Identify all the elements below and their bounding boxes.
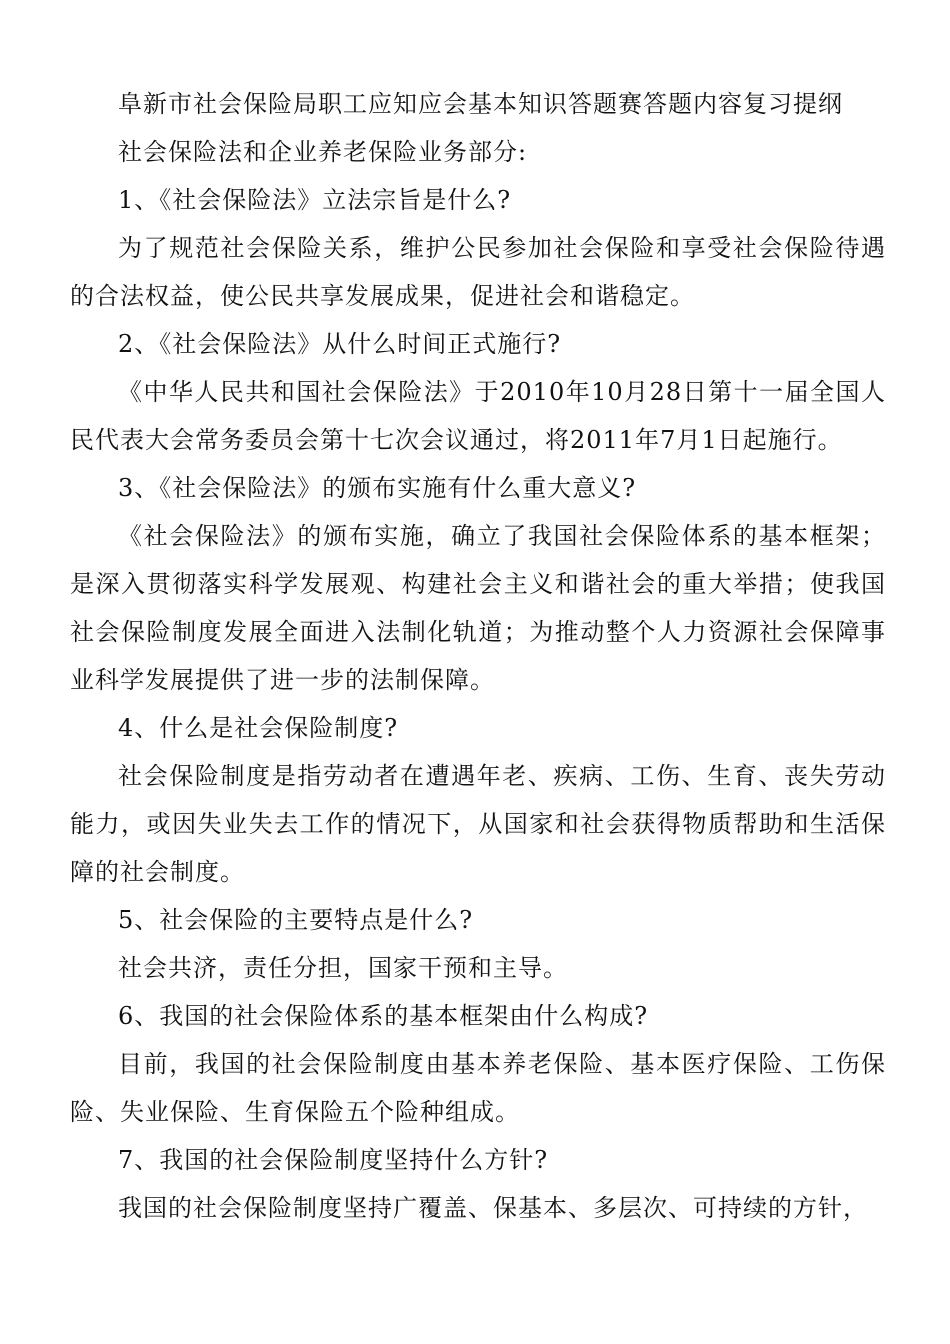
question-2: 2、《社会保险法》从什么时间正式施行? (118, 330, 562, 358)
question-4: 4、什么是社会保险制度? (118, 714, 399, 742)
answer-1: 为了规范社会保险关系，维护公民参加社会保险和享受社会保险待遇的合法权益，使公民共享发展成果，促进社会和谐稳定。 (70, 234, 886, 310)
document-title: 阜新市社会保险局职工应知应会基本知识答题赛答题内容复习提纲 (118, 90, 843, 118)
answer-3: 《社会保险法》的颁布实施，确立了我国社会保险体系的基本框架；是深入贯彻落实科学发展观、构建社会主义和谐社会的重大举措；使我国社会保险制度发展全面进入法制化轨道；为推动整个人力资源社会保障事业科学发展提供了进一步的法制保障。 (70, 522, 886, 694)
question-5: 5、社会保险的主要特点是什么? (118, 906, 474, 934)
answer-2: 《中华人民共和国社会保险法》于2010年10月28日第十一届全国人民代表大会常务委员会第十七次会议通过，将2011年7月1日起施行。 (70, 378, 886, 454)
answer-6: 目前，我国的社会保险制度由基本养老保险、基本医疗保险、工伤保险、失业保险、生育保险五个险种组成。 (70, 1050, 886, 1126)
section-heading: 社会保险法和企业养老保险业务部分: (118, 138, 528, 166)
document-body (70, 80, 886, 1232)
answer-7: 我国的社会保险制度坚持广覆盖、保基本、多层次、可持续的方针， (118, 1194, 868, 1222)
answer-5: 社会共济，责任分担，国家干预和主导。 (118, 954, 568, 982)
question-7: 7、我国的社会保险制度坚持什么方针? (118, 1146, 549, 1174)
question-6: 6、我国的社会保险体系的基本框架由什么构成? (118, 1002, 649, 1030)
question-1: 1、《社会保险法》立法宗旨是什么? (118, 186, 512, 214)
question-3: 3、《社会保险法》的颁布实施有什么重大意义? (118, 474, 637, 502)
answer-4: 社会保险制度是指劳动者在遭遇年老、疾病、工伤、生育、丧失劳动能力，或因失业失去工作的情况下，从国家和社会获得物质帮助和生活保障的社会制度。 (70, 762, 886, 886)
